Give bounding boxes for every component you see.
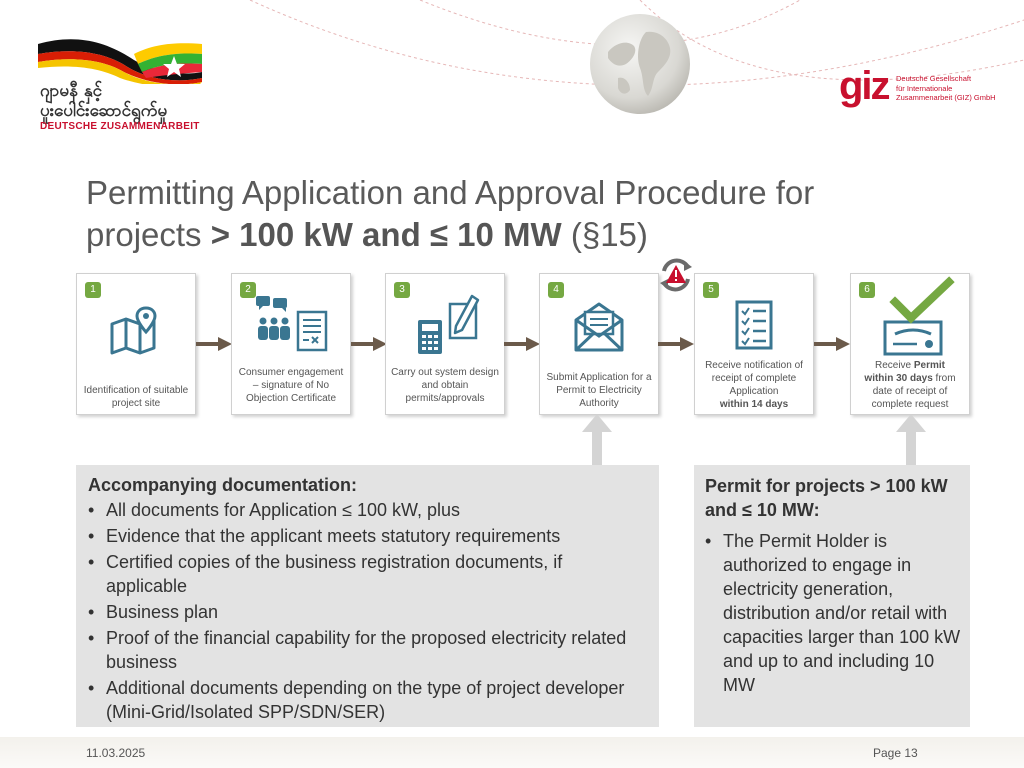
giz-logo-mark: giz <box>839 64 889 108</box>
list-item: • All documents for Application ≤ 100 kW, plus <box>88 498 648 522</box>
permit-certificate-icon <box>879 276 961 358</box>
documentation-panel <box>76 465 659 727</box>
step-5-label-text: Receive notification of receipt of complete Application <box>705 360 803 397</box>
step-6-label: Receive Permit within 30 days from date of receipt of complete request <box>864 360 956 410</box>
step-5-deadline: within 14 days <box>719 399 789 410</box>
step-5-label <box>698 359 810 411</box>
list-item: • Certified copies of the business registration documents, if applicable <box>88 550 648 598</box>
arrow-up-icon <box>582 414 612 466</box>
giz-logo-text <box>896 74 1016 103</box>
step-number: 6 <box>859 282 875 298</box>
giz-logo-line-1: Deutsche Gesellschaft <box>896 74 972 83</box>
map-icon <box>106 302 166 362</box>
list-item: • Additional documents depending on the type of project developer (Mini-Grid/Isolated SPP/SDN/SER) <box>88 676 648 724</box>
process-step-3 <box>385 273 505 415</box>
step-1-label: Identification of suitable project site <box>83 385 189 409</box>
step-number: 2 <box>240 282 256 298</box>
footer-band <box>0 737 1024 768</box>
list-item: • The Permit Holder is authorized to engage in electricity generation, distribution and/or retail with capacities larger than 100 kW and up to and including 10 MW <box>705 529 963 697</box>
envelope-icon <box>572 300 626 354</box>
process-step-5 <box>694 273 814 415</box>
footer-date: 11.03.2025 <box>86 746 146 760</box>
arrow-right-icon <box>504 337 540 351</box>
step-number: 4 <box>548 282 564 298</box>
globe-icon <box>588 12 692 116</box>
list-item: • Business plan <box>88 600 648 624</box>
arrow-right-icon <box>196 337 232 351</box>
checklist-icon <box>733 298 775 352</box>
title-section: (§15) <box>561 216 648 253</box>
process-step-6 <box>850 273 970 415</box>
documentation-list <box>88 498 648 726</box>
documentation-heading: Accompanying documentation: <box>88 475 358 495</box>
step-label <box>389 356 501 414</box>
process-step-4 <box>539 273 659 415</box>
list-item: • Proof of the financial capability for the proposed electricity related business <box>88 626 648 674</box>
step-3-label: Carry out system design and obtain permits/approvals <box>391 366 499 404</box>
partner-logo-caption: DEUTSCHE ZUSAMMENARBEIT <box>40 121 200 132</box>
title-projects: projects <box>86 216 211 253</box>
page-number: Page 13 <box>873 746 918 760</box>
process-step-2 <box>231 273 351 415</box>
giz-logo-line-3: Zusammenarbeit (GIZ) GmbH <box>896 93 996 102</box>
giz-logo <box>839 64 996 108</box>
title-line-1: Permitting Application and Approval Procedure for <box>86 174 815 211</box>
process-step-1 <box>76 273 196 415</box>
arrow-right-icon <box>351 337 387 351</box>
partner-logo-myanmar-line-1: ဂျာမနီ နှင့် <box>40 81 103 101</box>
arrow-up-icon <box>896 414 926 466</box>
giz-logo-line-2: für Internationale <box>896 83 953 93</box>
permit-heading: Permit for projects > 100 kW and ≤ 10 MW: <box>705 476 948 520</box>
permit-list <box>705 529 963 697</box>
design-calculator-icon <box>412 290 484 362</box>
step-number: 3 <box>394 282 410 298</box>
title-range: > 100 kW and ≤ 10 MW <box>210 216 562 253</box>
step-label <box>698 356 810 414</box>
step-number: 1 <box>85 282 101 298</box>
permit-panel <box>694 465 970 727</box>
partner-logo <box>34 34 214 134</box>
step-4-label: Submit Application for a Permit to Electricity Authority <box>546 372 652 409</box>
step-label <box>235 356 347 414</box>
step-number: 5 <box>703 282 719 298</box>
slide-title <box>86 172 966 256</box>
step-label <box>80 356 192 414</box>
arrow-right-icon <box>814 337 850 351</box>
partner-logo-myanmar-line-2: ပူးပေါင်းဆောင်ရွက်မှု <box>40 101 168 121</box>
step-label <box>854 356 966 414</box>
arrow-right-icon <box>658 337 694 351</box>
warning-cycle-icon <box>658 257 694 293</box>
consultation-icon <box>254 294 328 360</box>
list-item: • Evidence that the applicant meets statutory requirements <box>88 524 648 548</box>
step-2-label: Consumer engagement – signature of No Objection Certificate <box>238 366 344 404</box>
step-label <box>543 356 655 414</box>
flag-ribbon-icon <box>34 34 204 84</box>
